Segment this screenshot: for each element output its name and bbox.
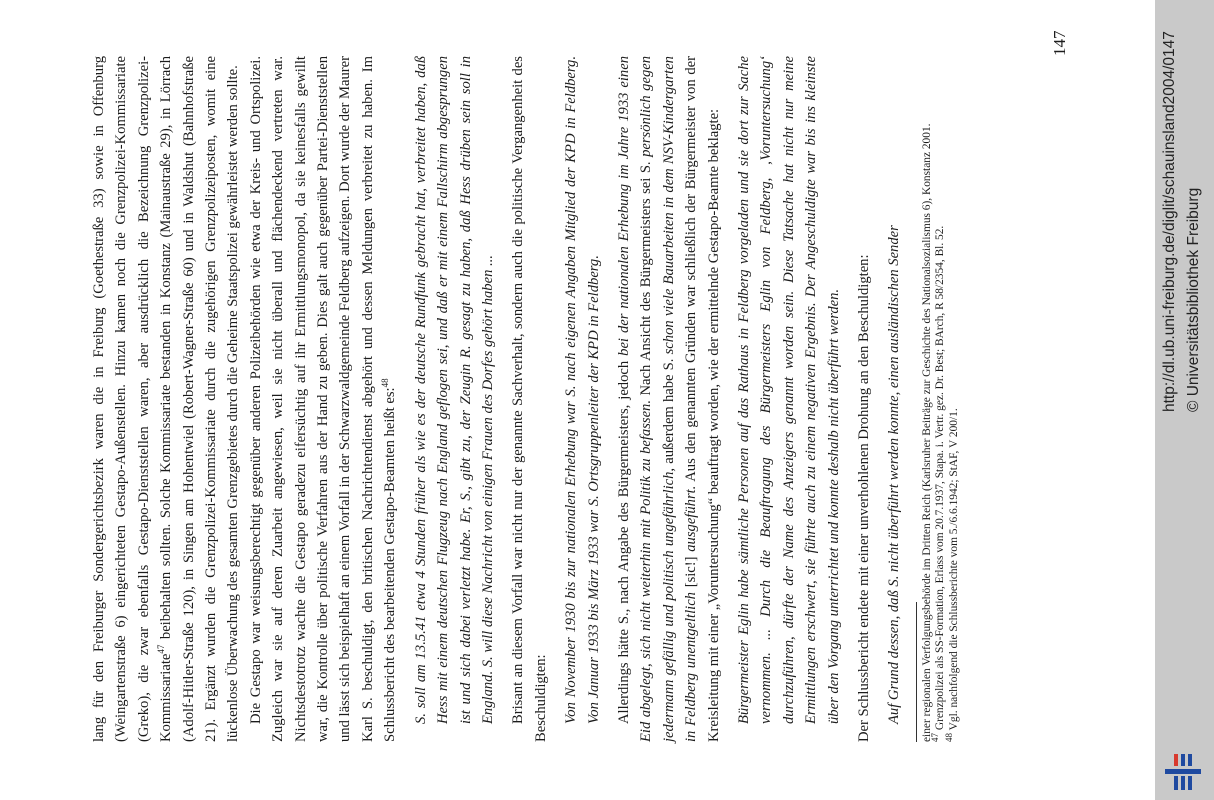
source-url-link[interactable]: http://dl.ub.uni-freiburg.de/diglit/schauinsland2004/0147 [1161,31,1178,412]
quote-1: S. soll am 13.5.41 etwa 4 Stunden früher als wie es der deutsche Rundfunk gebracht hat, verbreitet haben, daß Hess mit einem deutschen Flugzeug nach England geflogen sei, und daß er mit einem Fallschirm abgesprungen ist und sich dabei verletzt habe. Er, S., gibt zu, der Zeugin R. gesagt zu haben, daß Hess drüben sein soll in England. S. will diese Nachricht von einigen Frauen des Dorfes gehört haben ... [412,56,496,724]
paragraph-3: Brisant an diesem Vorfall war nicht nur der genannte Sachverhalt, sondern auch die politische Vergangenheit des Beschuldigten: [510,56,549,742]
text-column [88,56,961,742]
quote-3: Bürgermeister Eglin habe sämtliche Personen auf das Rathaus in Feldberg vorgeladen und sie dort zur Sache vernommen. ... Durch die Beauftragung des Bürgermeisters Eglin von Feldberg, ‚Voruntersuchung‘ durchzuführen, dürfte der Name des Anzeigers genannt worden sein. Diese Tatsache hat nicht nur meine Ermittlungen erschwert, sie führte auch zu einem negativen Ergebnis. Der Angeschuldigte war bis ins kleinste über den Vorgang unterrichtet und konnte deshalb nicht überführt werden. [735,56,842,724]
footnote-continued: einer regionalen Verfolgungsbehörde im Dritten Reich (Karlsruher Beiträge zur Geschichte des Nationalsozialismus 6), Konstanz 2001. [920,123,933,742]
quote-2: Von November 1930 bis zur nationalen Erhebung war S. nach eigenen Angaben Mitglied der KPD in Feldberg. Von Januar 1933 bis März 1933 war S. Ortsgruppenleiter der KPD in Feldberg. [563,56,602,724]
footnote-47: $^{47}$ Grenzpolizei als SS-Formation, Erlass vom 20.7.1937, Stapa. i. Vertr. gez. Dr. Best; BArch, R 58/2354, Bl. 52. [930,225,947,742]
paragraph-4: Allerdings hätte S., nach Angabe des Bürgermeisters, jedoch bei der nationalen Erhebung im Jahre 1933 einen Eid abgelegt, sich nicht weiterhin mit Politik zu befassen. Nach Ansicht des Bürgermeisters sei S. persönlich gegen jedermann gefällig und politisch ungefährlich, außerdem habe S. schon viele Bauarbeiten in dem NSV-Kindergarten in Feldberg unentgeltlich [sic!] ausgeführt. Aus den genannten Gründen war schließlich der Bürgermeister von der Kreisleitung mit einer „Voruntersuchung“ beauftragt worden, wie der ermittelnde Gestapo-Beamte beklagte: [615,55,722,742]
footnote-ref-47[interactable]: 47 [156,644,167,654]
footnote-48: $^{48}$ Vgl. nachfolgend die Schlussberichte vom 5./6.6.1942; StAF, V 200/1. [943,408,960,742]
footnote-ref-48[interactable]: 48 [380,378,391,388]
page-number: 147 [1050,30,1069,56]
paragraph-2: Die Gestapo war weisungsberechtigt gegenüber anderen Polizeibehörden wie etwa der Kreis- und Ortspolizei. Zugleich war sie auf deren Zuarbeit angewiesen, weil sie nicht überall und flächendeckend vertreten war. Nichtsdestotrotz wachte die Gestapo geradezu eifersüchtig auf ihr Ermittlungsmonopol, da sie keinesfalls gewillt war, die Kontrolle über politische Verfahren aus der Hand zu geben. Dies galt auch gegenüber Partei-Dienststellen und lässt sich beispielhaft an einem Vorfall in der Schwarzwaldgemeinde Feldberg aufzeigen. Dort wurde der Maurer Karl S. beschuldigt, den britischen Nachrichtendienst abgehört und dessen Meldungen verbreitet zu haben. Im Schlussbericht des bearbeitenden Gestapo-Beamten heißt es:$^{48}$ [247,56,399,742]
quote-4: Auf Grund dessen, daß S. nicht überführt werden konnte, einen ausländischen Sender [886,225,903,724]
paragraph-5: Der Schlussbericht endete mit einer unverhohlenen Drohung an den Beschuldigten: [856,254,872,742]
copyright-notice: © Universitätsbibliothek Freiburg [1185,187,1202,412]
footnote-divider [916,602,917,742]
paragraph-1: lang für den Freiburger Sondergerichtsbezirk waren die in Freiburg (Goethestraße 33) sowie in Offenburg (Weingartenstraße 6) eingerichteten Gestapo-Außenstellen. Hinzu kamen noch die Grenzpolizei-Kommissariate (Greko), die zwar ebenfalls Gestapo-Dienststellen waren, aber ausdrücklich die Bezeichnung Grenzpolizei-Kommissariate$^{47}$ beibehalten sollten. Solche Kommissariate bestanden in Konstanz (Mainaustraße 29), in Lörrach (Adolf-Hitler-Straße 120), in Singen am Hohentwiel (Robert-Wagner-Straße 60) und in Waldshut (Bahnhofstraße 21). Ergänzt wurden die Grenzpolizei-Kommissariate durch die zugehörigen Grenzpolizeiposten, womit eine lückenlose Überwachung des gesamten Grenzgebietes durch die Geheime Staatspolizei gewährleistet werden sollte. [91,56,242,742]
digitization-sidebar [1155,0,1214,800]
ub-freiburg-logo-icon [1161,750,1205,794]
